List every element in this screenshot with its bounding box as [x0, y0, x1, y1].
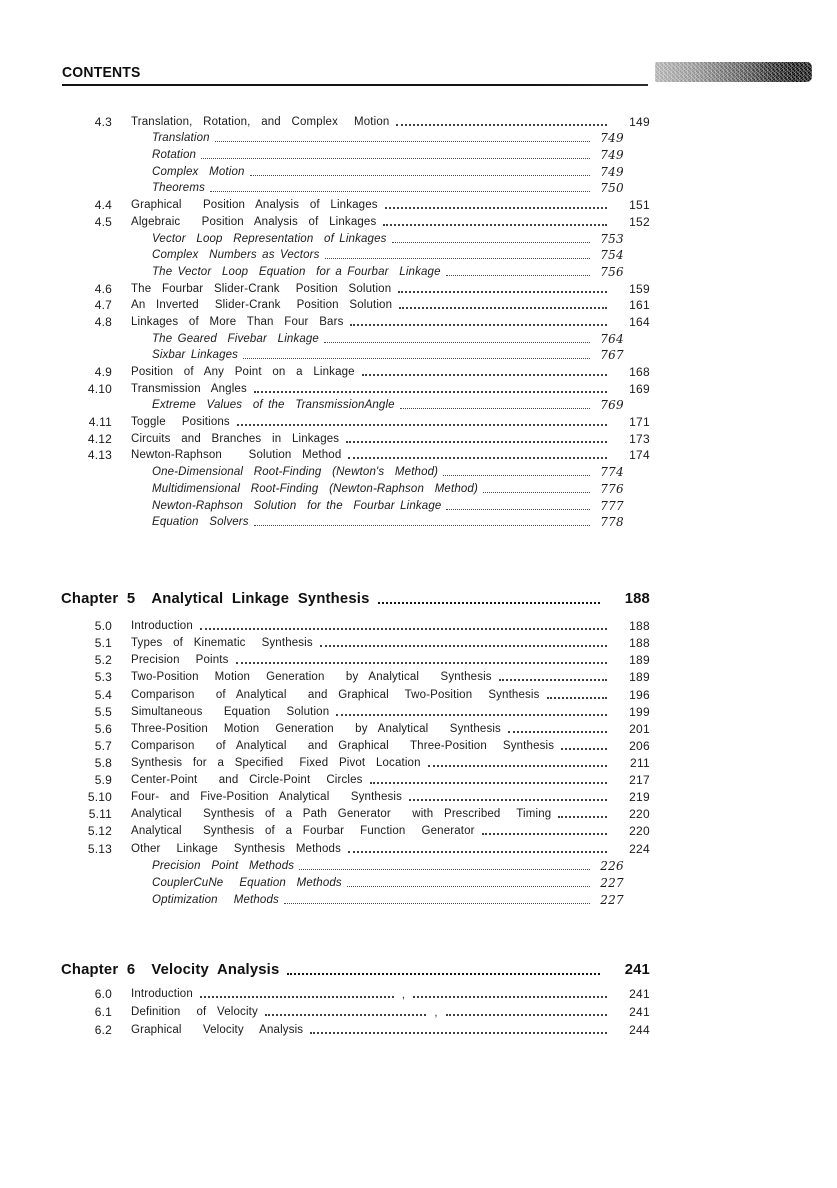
chapter-heading-5 — [61, 588, 650, 608]
entry-number: 5.3 — [94, 670, 112, 685]
entry-page-number: 199 — [629, 704, 650, 719]
entry-number: 4.11 — [88, 415, 112, 430]
entry-page-number: 749 — [600, 148, 624, 163]
entry-title: Three-Position Motion Generation by Analytical Synthesis — [131, 722, 501, 735]
toc-entry-row — [68, 112, 650, 129]
header-rule — [62, 84, 648, 86]
entry-number: 5.10 — [87, 790, 112, 805]
dot-leader — [398, 291, 607, 293]
entry-page-number: 189 — [629, 670, 650, 685]
toc-subentry-row — [68, 396, 624, 413]
chapter-title: Analytical Linkage Synthesis — [151, 591, 370, 607]
dot-leader — [284, 903, 590, 904]
dot-leader — [320, 645, 607, 647]
entry-number: 5.6 — [94, 721, 112, 736]
entry-page-number: 767 — [600, 348, 624, 363]
entry-page-number: 750 — [600, 181, 624, 196]
toc-subentry-row — [68, 513, 624, 530]
toc-subentry-row — [68, 479, 624, 496]
entry-number: 5.1 — [94, 636, 112, 651]
entry-title: Complex Numbers as Vectors — [152, 249, 320, 262]
entry-page-number: 778 — [600, 515, 624, 530]
toc-subentry-row — [68, 262, 624, 279]
entry-number: 5.8 — [94, 755, 112, 770]
page-title: CONTENTS — [62, 63, 141, 81]
entry-page-number: 173 — [629, 431, 650, 446]
entry-page-number: 196 — [629, 687, 650, 702]
entry-number: 4.5 — [94, 214, 112, 229]
dot-leader — [325, 258, 590, 259]
dot-leader — [378, 602, 600, 604]
entry-title: Linkages of More Than Four Bars — [131, 315, 344, 328]
dot-leader — [499, 679, 607, 681]
toc-entry-row — [68, 684, 650, 701]
toc-section-chapter6 — [0, 983, 700, 1037]
entry-title: Optimization Methods — [152, 893, 279, 906]
entry-title: Multidimensional Root-Finding (Newton-Raphson Method) — [152, 482, 478, 495]
chapter-title: Velocity Analysis — [151, 962, 280, 978]
entry-page-number: 188 — [629, 619, 650, 634]
toc-subentry-row — [68, 179, 624, 196]
chapter-page-number: 241 — [624, 962, 650, 978]
dot-leader — [215, 141, 590, 142]
entry-title: Algebraic Position Analysis of Linkages — [131, 215, 377, 228]
chapter-label: Chapter 5 — [61, 591, 136, 607]
entry-page-number: 749 — [600, 131, 624, 146]
dot-leader — [483, 492, 590, 493]
dot-leader — [243, 358, 590, 359]
entry-page-number: 756 — [600, 264, 624, 279]
toc-entry-row — [68, 770, 650, 787]
entry-title: Simultaneous Equation Solution — [131, 705, 330, 718]
entry-title: Graphical Velocity Analysis — [131, 1024, 304, 1036]
dot-leader — [348, 457, 607, 459]
entry-number: 5.7 — [94, 738, 112, 753]
entry-title: Sixbar Linkages — [152, 349, 239, 362]
dot-leader — [324, 342, 590, 343]
dot-leader — [385, 207, 607, 209]
entry-title: Position of Any Point on a Linkage — [131, 366, 355, 378]
dot-leader — [250, 175, 590, 176]
entry-title: Introduction — [131, 620, 193, 633]
entry-page-number: 189 — [629, 653, 650, 668]
entry-title: Four- and Five-Position Analytical Synthesis — [131, 791, 403, 804]
entry-page-number: 171 — [629, 415, 650, 430]
entry-title: Types of Kinematic Synthesis — [131, 637, 313, 650]
toc-entry-row — [68, 983, 650, 1001]
dot-leader — [287, 973, 600, 975]
entry-number: 4.10 — [87, 381, 112, 396]
toc-subentry-row — [68, 246, 624, 263]
dot-leader — [396, 124, 607, 126]
toc-entry-row — [68, 296, 650, 313]
toc-subentry-row — [68, 129, 624, 146]
toc-entry-row — [68, 787, 650, 804]
dot-leader — [428, 765, 607, 767]
entry-title: Definition of Velocity — [131, 1006, 258, 1018]
entry-title: Precision Point Methods — [152, 859, 295, 872]
dot-leader — [413, 996, 607, 998]
entry-page-number: 211 — [629, 755, 650, 770]
chapter-label: Chapter 6 — [61, 962, 136, 978]
scan-smudge-artifact — [655, 62, 812, 82]
toc-entry-row — [68, 753, 650, 770]
entry-page-number: 159 — [629, 281, 650, 296]
toc-subentry-row — [68, 496, 624, 513]
entry-number: 5.0 — [94, 619, 112, 634]
leader-comma-artifact: , — [401, 987, 406, 1001]
toc-subentry-row — [68, 229, 624, 246]
toc-subentry-row — [68, 462, 624, 479]
toc-section-chapter5 — [0, 616, 700, 907]
dot-leader — [237, 424, 607, 426]
entry-title: Two-Position Motion Generation by Analytical Synthesis — [131, 671, 492, 684]
entry-title: Comparison of Analytical and Graphical Two-Position Synthesis — [131, 688, 540, 701]
dot-leader — [482, 833, 607, 835]
toc-entry-row — [68, 429, 650, 446]
toc-subentry-row — [68, 890, 624, 907]
toc-entry-row — [68, 379, 650, 396]
entry-number: 5.11 — [88, 807, 112, 822]
entry-title: Translation, Rotation, and Complex Motion — [131, 115, 390, 128]
entry-title: An Inverted Slider-Crank Position Solution — [131, 299, 393, 312]
entry-page-number: 220 — [629, 807, 650, 822]
entry-number: 6.1 — [94, 1005, 112, 1019]
entry-number: 5.2 — [94, 653, 112, 668]
entry-title: Translation — [152, 132, 210, 145]
dot-leader — [200, 628, 607, 630]
toc-entry-row — [68, 1019, 650, 1037]
dot-leader — [558, 816, 607, 818]
dot-leader — [254, 525, 590, 526]
entry-page-number: 220 — [629, 824, 650, 839]
entry-number: 6.2 — [94, 1023, 112, 1037]
toc-entry-row — [68, 446, 650, 463]
entry-page-number: 227 — [600, 875, 624, 890]
entry-title: Toggle Positions — [131, 416, 230, 429]
dot-leader — [399, 307, 607, 309]
dot-leader — [508, 731, 607, 733]
toc-subentry-row — [68, 346, 624, 363]
entry-page-number: 206 — [629, 738, 650, 753]
dot-leader — [446, 1014, 607, 1016]
entry-page-number: 754 — [600, 248, 624, 263]
entry-title: Precision Points — [131, 654, 229, 667]
entry-title: Comparison of Analytical and Graphical Three-Position Synthesis — [131, 739, 555, 752]
entry-title: Graphical Position Analysis of Linkages — [131, 199, 378, 212]
toc-subentry-row — [68, 162, 624, 179]
dot-leader — [265, 1014, 426, 1016]
entry-title: The Vector Loop Equation for a Fourbar Linkage — [152, 265, 441, 278]
entry-title: Other Linkage Synthesis Methods — [131, 842, 341, 855]
entry-number: 4.4 — [94, 198, 112, 213]
toc-entry-row — [68, 719, 650, 736]
dot-leader — [362, 374, 607, 376]
entry-title: Complex Motion — [152, 165, 245, 178]
dot-leader — [347, 886, 590, 887]
dot-leader — [236, 662, 607, 664]
toc-subentry-row — [68, 329, 624, 346]
toc-entry-row — [68, 1001, 650, 1019]
entry-number: 4.6 — [94, 281, 112, 296]
toc-entry-row — [68, 312, 650, 329]
entry-page-number: 168 — [629, 365, 650, 379]
entry-title: Transmission Angles — [131, 382, 247, 395]
entry-page-number: 244 — [629, 1023, 650, 1037]
dot-leader — [370, 782, 607, 784]
dot-leader — [443, 475, 590, 476]
leader-comma-artifact: , — [434, 1005, 438, 1019]
entry-number: 4.13 — [87, 448, 112, 463]
entry-page-number: 219 — [629, 790, 650, 805]
dot-leader — [346, 441, 607, 443]
dot-leader — [392, 242, 590, 243]
entry-number: 5.9 — [94, 773, 112, 788]
entry-title: Circuits and Branches in Linkages — [131, 432, 340, 445]
toc-entry-row — [68, 838, 650, 855]
entry-number: 4.12 — [87, 431, 112, 446]
entry-title: Rotation — [152, 149, 197, 162]
entry-number: 5.5 — [94, 704, 112, 719]
toc-subentry-row — [68, 145, 624, 162]
entry-page-number: 241 — [629, 987, 650, 1001]
dot-leader — [446, 275, 590, 276]
toc-entry-row — [68, 804, 650, 821]
entry-title: Newton-Raphson Solution Method — [131, 449, 342, 462]
toc-entry-row — [68, 702, 650, 719]
entry-title: One-Dimensional Root-Finding (Newton's Method) — [152, 466, 439, 479]
entry-title: Synthesis for a Specified Fixed Pivot Location — [131, 756, 421, 769]
entry-number: 4.8 — [94, 314, 112, 329]
dot-leader — [446, 509, 590, 510]
toc-entry-row — [68, 362, 650, 379]
entry-title: Newton-Raphson Solution for the Fourbar Linkage — [152, 499, 442, 512]
dot-leader — [310, 1032, 607, 1034]
entry-page-number: 164 — [629, 314, 650, 329]
dot-leader — [547, 697, 607, 699]
toc-entry-row — [68, 736, 650, 753]
toc-entry-row — [68, 412, 650, 429]
dot-leader — [254, 391, 607, 393]
entry-page-number: 149 — [629, 114, 650, 129]
entry-number: 5.13 — [87, 841, 112, 856]
dot-leader — [561, 748, 607, 750]
toc-subentry-row — [68, 873, 624, 890]
entry-page-number: 174 — [629, 448, 650, 463]
entry-page-number: 217 — [629, 773, 650, 788]
entry-page-number: 774 — [600, 465, 624, 480]
dot-leader — [299, 869, 590, 870]
toc-subentry-row — [68, 856, 624, 873]
dot-leader — [200, 996, 394, 998]
entry-number: 5.12 — [87, 824, 112, 839]
toc-entry-row — [68, 667, 650, 684]
entry-page-number: 241 — [629, 1005, 650, 1019]
entry-page-number: 161 — [629, 298, 650, 313]
dot-leader — [383, 224, 607, 226]
entry-title: CouplerCuNe Equation Methods — [152, 876, 342, 889]
entry-title: The Geared Fivebar Linkage — [152, 332, 319, 345]
entry-page-number: 201 — [629, 721, 650, 736]
entry-page-number: 151 — [629, 198, 650, 213]
dot-leader — [350, 324, 607, 326]
entry-number: 4.3 — [94, 114, 112, 129]
entry-number: 4.7 — [94, 298, 112, 313]
entry-title: Introduction — [131, 988, 193, 1000]
dot-leader — [210, 191, 590, 192]
toc-entry-row — [68, 821, 650, 838]
entry-page-number: 226 — [600, 858, 624, 873]
entry-title: Theorems — [152, 182, 205, 195]
entry-title: The Fourbar Slider-Crank Position Solution — [131, 282, 392, 295]
dot-leader — [348, 851, 607, 853]
dot-leader — [409, 799, 607, 801]
entry-page-number: 764 — [600, 331, 624, 346]
entry-title: Equation Solvers — [152, 516, 249, 529]
toc-entry-row — [68, 195, 650, 212]
entry-page-number: 749 — [600, 164, 624, 179]
entry-title: Analytical Synthesis of a Path Generator with Prescribed Timing — [131, 808, 552, 821]
toc-entry-row — [68, 633, 650, 650]
entry-title: Analytical Synthesis of a Fourbar Function Generator — [131, 825, 475, 838]
entry-page-number: 224 — [629, 841, 650, 856]
entry-number: 6.0 — [94, 987, 112, 1001]
toc-entry-row — [68, 212, 650, 229]
entry-number: 4.9 — [94, 365, 112, 379]
entry-number: 5.4 — [94, 687, 112, 702]
entry-page-number: 169 — [629, 381, 650, 396]
entry-title: Extreme Values of the TransmissionAngle — [152, 399, 395, 412]
dot-leader — [201, 158, 590, 159]
toc-entry-row — [68, 650, 650, 667]
dot-leader — [400, 408, 590, 409]
toc-entry-row — [68, 616, 650, 633]
toc-section-chapter4 — [0, 112, 700, 529]
entry-page-number: 227 — [600, 892, 624, 907]
entry-page-number: 776 — [600, 481, 624, 496]
entry-title: Center-Point and Circle-Point Circles — [131, 774, 363, 787]
dot-leader — [336, 714, 607, 716]
entry-title: Vector Loop Representation of Linkages — [152, 232, 387, 245]
chapter-heading-6 — [61, 959, 650, 979]
entry-page-number: 777 — [600, 498, 624, 513]
entry-page-number: 753 — [600, 231, 624, 246]
toc-entry-row — [68, 279, 650, 296]
chapter-page-number: 188 — [624, 591, 650, 607]
entry-page-number: 769 — [600, 398, 624, 413]
entry-page-number: 188 — [629, 636, 650, 651]
entry-page-number: 152 — [629, 214, 650, 229]
